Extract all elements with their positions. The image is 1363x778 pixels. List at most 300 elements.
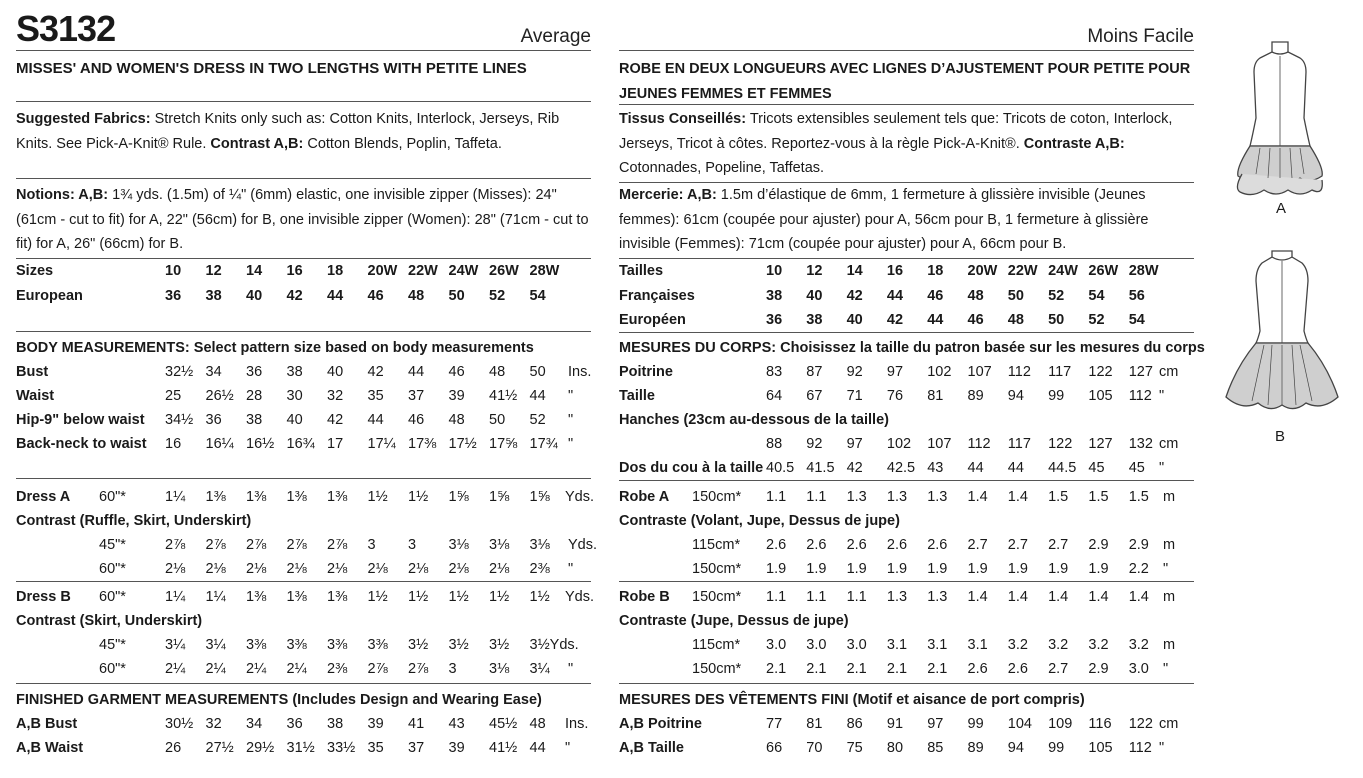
size-value: 2.9	[1128, 537, 1149, 553]
size-value: 102	[927, 364, 952, 380]
size-value: 117	[1048, 364, 1072, 380]
size-value: 39	[448, 740, 465, 756]
size-value: 30½	[165, 716, 194, 732]
size-value: 1.1	[806, 489, 827, 505]
divider	[619, 683, 1194, 684]
size-value: 75	[846, 740, 863, 756]
measurement-label: Back-neck to waist	[16, 436, 147, 452]
contrast-b-yardage-row	[16, 657, 591, 681]
divider	[619, 581, 1194, 582]
size-value: 117	[1007, 436, 1031, 452]
size-value: 41.5	[806, 460, 835, 476]
size-value: 3.0	[806, 637, 827, 653]
size-value: 1.9	[886, 561, 908, 577]
size-value: 86	[846, 716, 863, 732]
size-value: 99	[1048, 740, 1065, 756]
size-value: 112	[1007, 364, 1031, 380]
sizes-label: Tailles	[619, 263, 664, 279]
size-value: 33½	[327, 740, 356, 756]
size-value: 50	[489, 412, 506, 428]
fabric-width: 45"*	[99, 637, 126, 653]
size-value: 1.3	[886, 489, 908, 505]
size-value: 41½	[489, 388, 518, 404]
size-value: 2.9	[1088, 537, 1109, 553]
size-value: 112	[1128, 740, 1152, 756]
fabrics-text: Tricots extensibles seulement tels que: Tricots de coton, Interlock, Jerseys, Tricot à côtes. Reportez-vous à la règle Pick-A-Knit®.	[619, 111, 1173, 152]
measurement-label: Bust	[16, 364, 49, 380]
size-value: 43	[927, 460, 944, 476]
notions	[16, 183, 591, 257]
divider	[16, 581, 591, 582]
body-measurement-row	[619, 384, 1194, 408]
size-value: 80	[886, 740, 904, 756]
size-value: 29½	[246, 740, 275, 756]
dress-a-yardage-row	[619, 485, 1194, 509]
size-value: 3⅜	[327, 637, 348, 653]
size-value: 97	[846, 436, 863, 452]
size-value: 92	[846, 364, 863, 380]
body-measurements-header	[16, 336, 591, 360]
size-value: 2⅞	[367, 661, 388, 677]
size-value: 70	[806, 740, 823, 756]
size-value: 54	[529, 288, 546, 304]
size-value: 3⅜	[286, 637, 307, 653]
size-value: 46	[448, 364, 465, 380]
size-value: 2.2	[1128, 561, 1149, 577]
size-value: 3	[408, 537, 417, 553]
size-value: 17⅝	[489, 436, 518, 452]
size-value: 31½	[286, 740, 315, 756]
size-value: 1.4	[1048, 589, 1069, 605]
size-value: 36	[286, 716, 303, 732]
size-value: 44	[408, 364, 425, 380]
size-value: 3⅛	[529, 537, 550, 553]
size-value: 116	[1088, 716, 1112, 732]
unit-label: "	[1163, 661, 1169, 677]
size-value: 1½	[489, 589, 510, 605]
size-value: 2⅛	[327, 561, 348, 577]
size-value: 3.2	[1048, 637, 1069, 653]
size-value: 12	[205, 263, 222, 279]
size-value: 1½	[448, 589, 469, 605]
fabric-width: 60"*	[99, 661, 126, 677]
section-header: MESURES DES VÊTEMENTS FINI (Motif et aisance de port compris)	[619, 692, 1085, 708]
size-value: 14	[246, 263, 263, 279]
size-value: 1½	[408, 589, 429, 605]
measurement-label: A,B Waist	[16, 740, 84, 756]
size-value: 127	[1128, 364, 1153, 380]
size-value: 44	[1007, 460, 1024, 476]
size-value: 1.5	[1128, 489, 1149, 505]
body-measurement-row	[16, 432, 591, 456]
fabric-width: 45"*	[99, 537, 126, 553]
size-value: 12	[806, 263, 823, 279]
size-value: 85	[927, 740, 944, 756]
contrast-b-yardage-row	[619, 633, 1194, 657]
contrast-b-yardage-row	[619, 657, 1194, 681]
size-value: 99	[1048, 388, 1065, 404]
dress-b-yardage-row	[619, 585, 1194, 609]
size-value: 3½Yds.	[529, 637, 579, 653]
size-value: 48	[489, 364, 506, 380]
size-value: 2⅞	[165, 537, 186, 553]
contrast-b-header	[16, 609, 591, 633]
european-label: Européen	[619, 312, 686, 328]
size-value: 2⅞	[205, 537, 226, 553]
suggested-fabrics	[619, 107, 1194, 181]
size-value: 3¼	[205, 637, 226, 653]
size-value: 112	[1128, 388, 1152, 404]
size-value: 3⅛	[489, 661, 510, 677]
contrast-b-header	[619, 609, 1194, 633]
size-value: 14	[846, 263, 863, 279]
size-value: 1.4	[1007, 489, 1028, 505]
view-label: Robe A	[619, 489, 670, 505]
unit-label: Ins.	[568, 364, 592, 380]
size-value: 50	[529, 364, 546, 380]
size-value: 22W	[1007, 263, 1038, 279]
size-value: 105	[1088, 740, 1113, 756]
size-value: 2⅛	[286, 561, 307, 577]
notions	[619, 183, 1194, 257]
size-value: 67	[806, 388, 823, 404]
size-value: 37	[408, 388, 425, 404]
size-value: 38	[205, 288, 222, 304]
size-value: 2.9	[1088, 661, 1109, 677]
size-value: 94	[1007, 740, 1024, 756]
size-value: 1⅜	[327, 589, 348, 605]
divider	[16, 101, 591, 102]
size-value: 2⅛	[165, 561, 186, 577]
body-measurement-row	[16, 408, 591, 432]
size-value: 2¼	[205, 661, 226, 677]
size-value: 81	[927, 388, 944, 404]
size-value: 42	[846, 460, 863, 476]
size-value: 97	[927, 716, 944, 732]
size-value: 2.6	[927, 537, 948, 553]
size-value: 2⅜	[529, 561, 550, 577]
size-value: 16	[165, 436, 182, 452]
sizes-row	[619, 259, 1194, 283]
size-value: 2¼	[286, 661, 307, 677]
size-value: 66	[766, 740, 783, 756]
size-value: 22W	[408, 263, 438, 279]
size-value: 2.7	[1048, 661, 1069, 677]
size-value: 1.5	[1048, 489, 1069, 505]
notions-text: 1¾ yds. (1.5m) of ¼" (6mm) elastic, one invisible zipper (Misses): 24" (61cm - cut to fit) for A, 22" (56cm) for B, one invisible zipper (Women): 28" (71cm - cut to fit) for A, 26" (66cm) for B.	[16, 187, 589, 252]
size-value: 1.1	[846, 589, 867, 605]
size-value: 1.9	[766, 561, 787, 577]
size-value: 2⅞	[286, 537, 307, 553]
size-value: 2.6	[846, 537, 867, 553]
measurement-label: A,B Taille	[619, 740, 684, 756]
size-value: 38	[286, 364, 303, 380]
size-value: 44	[367, 412, 384, 428]
fabrics-label: Suggested Fabrics:	[16, 111, 151, 127]
size-value: 52	[1088, 312, 1105, 328]
size-value: 46	[367, 288, 384, 304]
size-value: 97	[886, 364, 904, 380]
size-value: 26½	[205, 388, 234, 404]
size-value: 3⅜	[367, 637, 388, 653]
unit-label: "	[1163, 561, 1169, 577]
size-value: 2.7	[1007, 537, 1028, 553]
size-value: 2.7	[1048, 537, 1069, 553]
unit-label: "	[568, 412, 574, 428]
size-value: 3.1	[886, 637, 908, 653]
size-value: 46	[927, 288, 944, 304]
unit-label: Ins.	[565, 716, 589, 732]
size-value: 2.1	[846, 661, 867, 677]
unit-label: Yds.	[565, 589, 595, 605]
notions-label: Notions: A,B:	[16, 187, 109, 203]
measurement-label: Hanches (23cm au-dessous de la taille)	[619, 412, 889, 428]
dress-b-yardage-row	[16, 585, 595, 609]
size-value: 44	[327, 288, 344, 304]
size-value: 88	[766, 436, 783, 452]
size-value: 2⅛	[489, 561, 510, 577]
size-value: 26	[165, 740, 182, 756]
size-value: 2.1	[927, 661, 948, 677]
european-label: European	[16, 288, 83, 304]
size-value: 52	[1048, 288, 1065, 304]
size-value: 105	[1088, 388, 1113, 404]
size-value: 1¼	[165, 489, 186, 505]
fabric-width: 60"*	[99, 589, 126, 605]
size-value: 3.0	[766, 637, 787, 653]
size-value: 24W	[1048, 263, 1078, 279]
size-value: 3.0	[846, 637, 867, 653]
size-value: 2⅞	[327, 537, 348, 553]
section-header: FINISHED GARMENT MEASUREMENTS (Includes Design and Wearing Ease)	[16, 692, 542, 708]
size-value: 1⅝	[489, 489, 510, 505]
size-value: 2.1	[886, 661, 908, 677]
size-value: 77	[766, 716, 783, 732]
size-value: 54	[1088, 288, 1105, 304]
view-label: Robe B	[619, 589, 670, 605]
size-value: 16	[886, 263, 904, 279]
size-value: 2⅛	[205, 561, 226, 577]
size-value: 3.1	[927, 637, 948, 653]
finished-measurement-row	[16, 712, 591, 736]
size-value: 42	[327, 412, 344, 428]
size-value: 32	[205, 716, 222, 732]
body-measurement-row	[16, 384, 591, 408]
size-value: 107	[967, 364, 992, 380]
size-value: 122	[1128, 716, 1153, 732]
finished-measurement-row	[16, 736, 591, 760]
divider	[16, 331, 591, 332]
unit-label: "	[1159, 388, 1165, 404]
size-value: 1⅜	[286, 489, 307, 505]
unit-label: "	[568, 388, 574, 404]
divider	[16, 50, 591, 51]
size-value: 36	[766, 312, 783, 328]
size-value: 41½	[489, 740, 518, 756]
size-value: 3.2	[1128, 637, 1149, 653]
size-value: 2¼	[165, 661, 186, 677]
size-value: 44	[886, 288, 904, 304]
unit-label: m	[1163, 637, 1176, 653]
fabric-width: 150cm*	[692, 589, 742, 605]
size-value: 3⅜	[246, 637, 267, 653]
size-value: 1.9	[1007, 561, 1028, 577]
size-value: 107	[927, 436, 952, 452]
measurement-label: Poitrine	[619, 364, 673, 380]
size-value: 36	[246, 364, 263, 380]
size-value: 44	[967, 460, 984, 476]
size-value: 20W	[367, 263, 398, 279]
size-value: 50	[1007, 288, 1024, 304]
unit-label: "	[1159, 740, 1165, 756]
size-value: 34½	[165, 412, 194, 428]
size-value: 44	[529, 740, 546, 756]
size-value: 1.9	[967, 561, 988, 577]
size-value: 122	[1048, 436, 1073, 452]
finished-measurements-header	[619, 688, 1194, 712]
size-value: 2.1	[766, 661, 787, 677]
size-value: 35	[367, 388, 384, 404]
size-value: 36	[205, 412, 222, 428]
contrast-a-header	[16, 509, 591, 533]
measurement-label: Taille	[619, 388, 655, 404]
contrast-label: Contraste (Volant, Jupe, Dessus de jupe)	[619, 513, 900, 529]
divider	[16, 683, 591, 684]
french-sizes-row	[619, 284, 1194, 308]
size-value: 1.4	[967, 489, 988, 505]
size-value: 48	[1007, 312, 1024, 328]
size-value: 17	[327, 436, 344, 452]
size-value: 1⅜	[246, 489, 267, 505]
contrast-a-yardage-row	[619, 533, 1194, 557]
fabric-width: 60"*	[99, 489, 126, 505]
unit-label: cm	[1159, 716, 1179, 732]
size-value: 16	[286, 263, 303, 279]
size-value: 1⅜	[286, 589, 307, 605]
finished-measurement-row	[619, 712, 1194, 736]
size-value: 38	[246, 412, 263, 428]
size-value: 83	[766, 364, 783, 380]
size-value: 64	[766, 388, 783, 404]
size-value: 1.9	[806, 561, 827, 577]
size-value: 1.9	[1088, 561, 1109, 577]
hips-header	[619, 408, 1194, 432]
size-value: 1⅝	[529, 489, 550, 505]
fabrics-label: Tissus Conseillés:	[619, 111, 747, 127]
size-value: 34	[246, 716, 263, 732]
divider	[619, 480, 1194, 481]
size-value: 48	[529, 716, 546, 732]
size-value: 2⅛	[367, 561, 388, 577]
notions-label: Mercerie: A,B:	[619, 187, 717, 203]
size-value: 45	[1128, 460, 1145, 476]
size-value: 45½	[489, 716, 518, 732]
size-value: 32	[327, 388, 344, 404]
pattern-code: S3132	[16, 8, 116, 49]
divider	[619, 332, 1194, 333]
french-label: Françaises	[619, 288, 695, 304]
section-header: MESURES DU CORPS: Choisissez la taille du patron basée sur les mesures du corps	[619, 340, 1205, 356]
size-value: 1.3	[927, 589, 948, 605]
divider	[16, 478, 591, 479]
hips-row	[619, 432, 1194, 456]
pattern-title: ROBE EN DEUX LONGUEURS AVEC LIGNES D’AJUSTEMENT POUR PETITE POUR JEUNES FEMMES ET FEMMES	[619, 61, 1191, 102]
unit-label: Yds.	[565, 489, 595, 505]
size-value: 112	[967, 436, 991, 452]
size-value: 71	[846, 388, 863, 404]
size-value: 38	[327, 716, 344, 732]
size-value: 87	[806, 364, 823, 380]
size-value: 34	[205, 364, 222, 380]
size-value: 42	[367, 364, 384, 380]
size-value: 2⅛	[246, 561, 267, 577]
size-value: 109	[1048, 716, 1073, 732]
size-value: 1½	[367, 589, 388, 605]
size-value: 50	[448, 288, 465, 304]
size-value: 1.4	[1088, 589, 1109, 605]
size-value: 54	[1128, 312, 1145, 328]
size-value: 43	[448, 716, 465, 732]
size-value: 1⅜	[205, 489, 226, 505]
fabrics-text: Stretch Knits only such as: Cotton Knits, Interlock, Jerseys, Rib Knits. See Pick-A-Knit® Rule.	[16, 111, 560, 152]
unit-label: cm	[1159, 364, 1179, 380]
size-value: 38	[806, 312, 823, 328]
divider	[16, 178, 591, 179]
size-value: 1.3	[846, 489, 867, 505]
section-header: BODY MEASUREMENTS: Select pattern size based on body measurements	[16, 340, 534, 356]
size-value: 17½	[448, 436, 477, 452]
unit-label: "	[568, 661, 574, 677]
size-value: 37	[408, 740, 425, 756]
size-value: 91	[886, 716, 904, 732]
unit-label: "	[568, 561, 574, 577]
back-neck-row	[619, 456, 1194, 480]
size-value: 38	[766, 288, 783, 304]
size-value: 39	[448, 388, 465, 404]
unit-label: "	[1159, 460, 1165, 476]
dress-b-icon	[1222, 247, 1342, 417]
size-value: 3½	[489, 637, 510, 653]
fabric-width: 115cm*	[692, 637, 741, 653]
size-value: 94	[1007, 388, 1024, 404]
size-value: 1⅜	[246, 589, 267, 605]
size-value: 1.3	[886, 589, 908, 605]
size-value: 1½	[367, 489, 388, 505]
size-value: 132	[1128, 436, 1153, 452]
difficulty-label: Average	[520, 26, 591, 47]
body-measurements-header	[619, 336, 1205, 360]
size-value: 2.1	[806, 661, 827, 677]
dress-b-illustration	[1222, 247, 1342, 422]
size-value: 32½	[165, 364, 194, 380]
measurement-label: Dos du cou à la taille	[619, 460, 764, 476]
size-value: 40	[327, 364, 344, 380]
size-value: 122	[1088, 364, 1113, 380]
size-value: 3½	[408, 637, 429, 653]
fabrics-contrast-label: Contrast A,B:	[210, 135, 304, 152]
size-value: 1.1	[766, 489, 787, 505]
dress-a-illustration	[1220, 38, 1340, 203]
size-value: 3.2	[1007, 637, 1028, 653]
size-value: 44	[529, 388, 546, 404]
size-value: 46	[408, 412, 425, 428]
size-value: 45	[1088, 460, 1105, 476]
size-value: 92	[806, 436, 823, 452]
size-value: 48	[408, 288, 425, 304]
measurement-label: Hip-9" below waist	[16, 412, 145, 428]
size-value: 16½	[246, 436, 275, 452]
size-value: 1.5	[1088, 489, 1109, 505]
